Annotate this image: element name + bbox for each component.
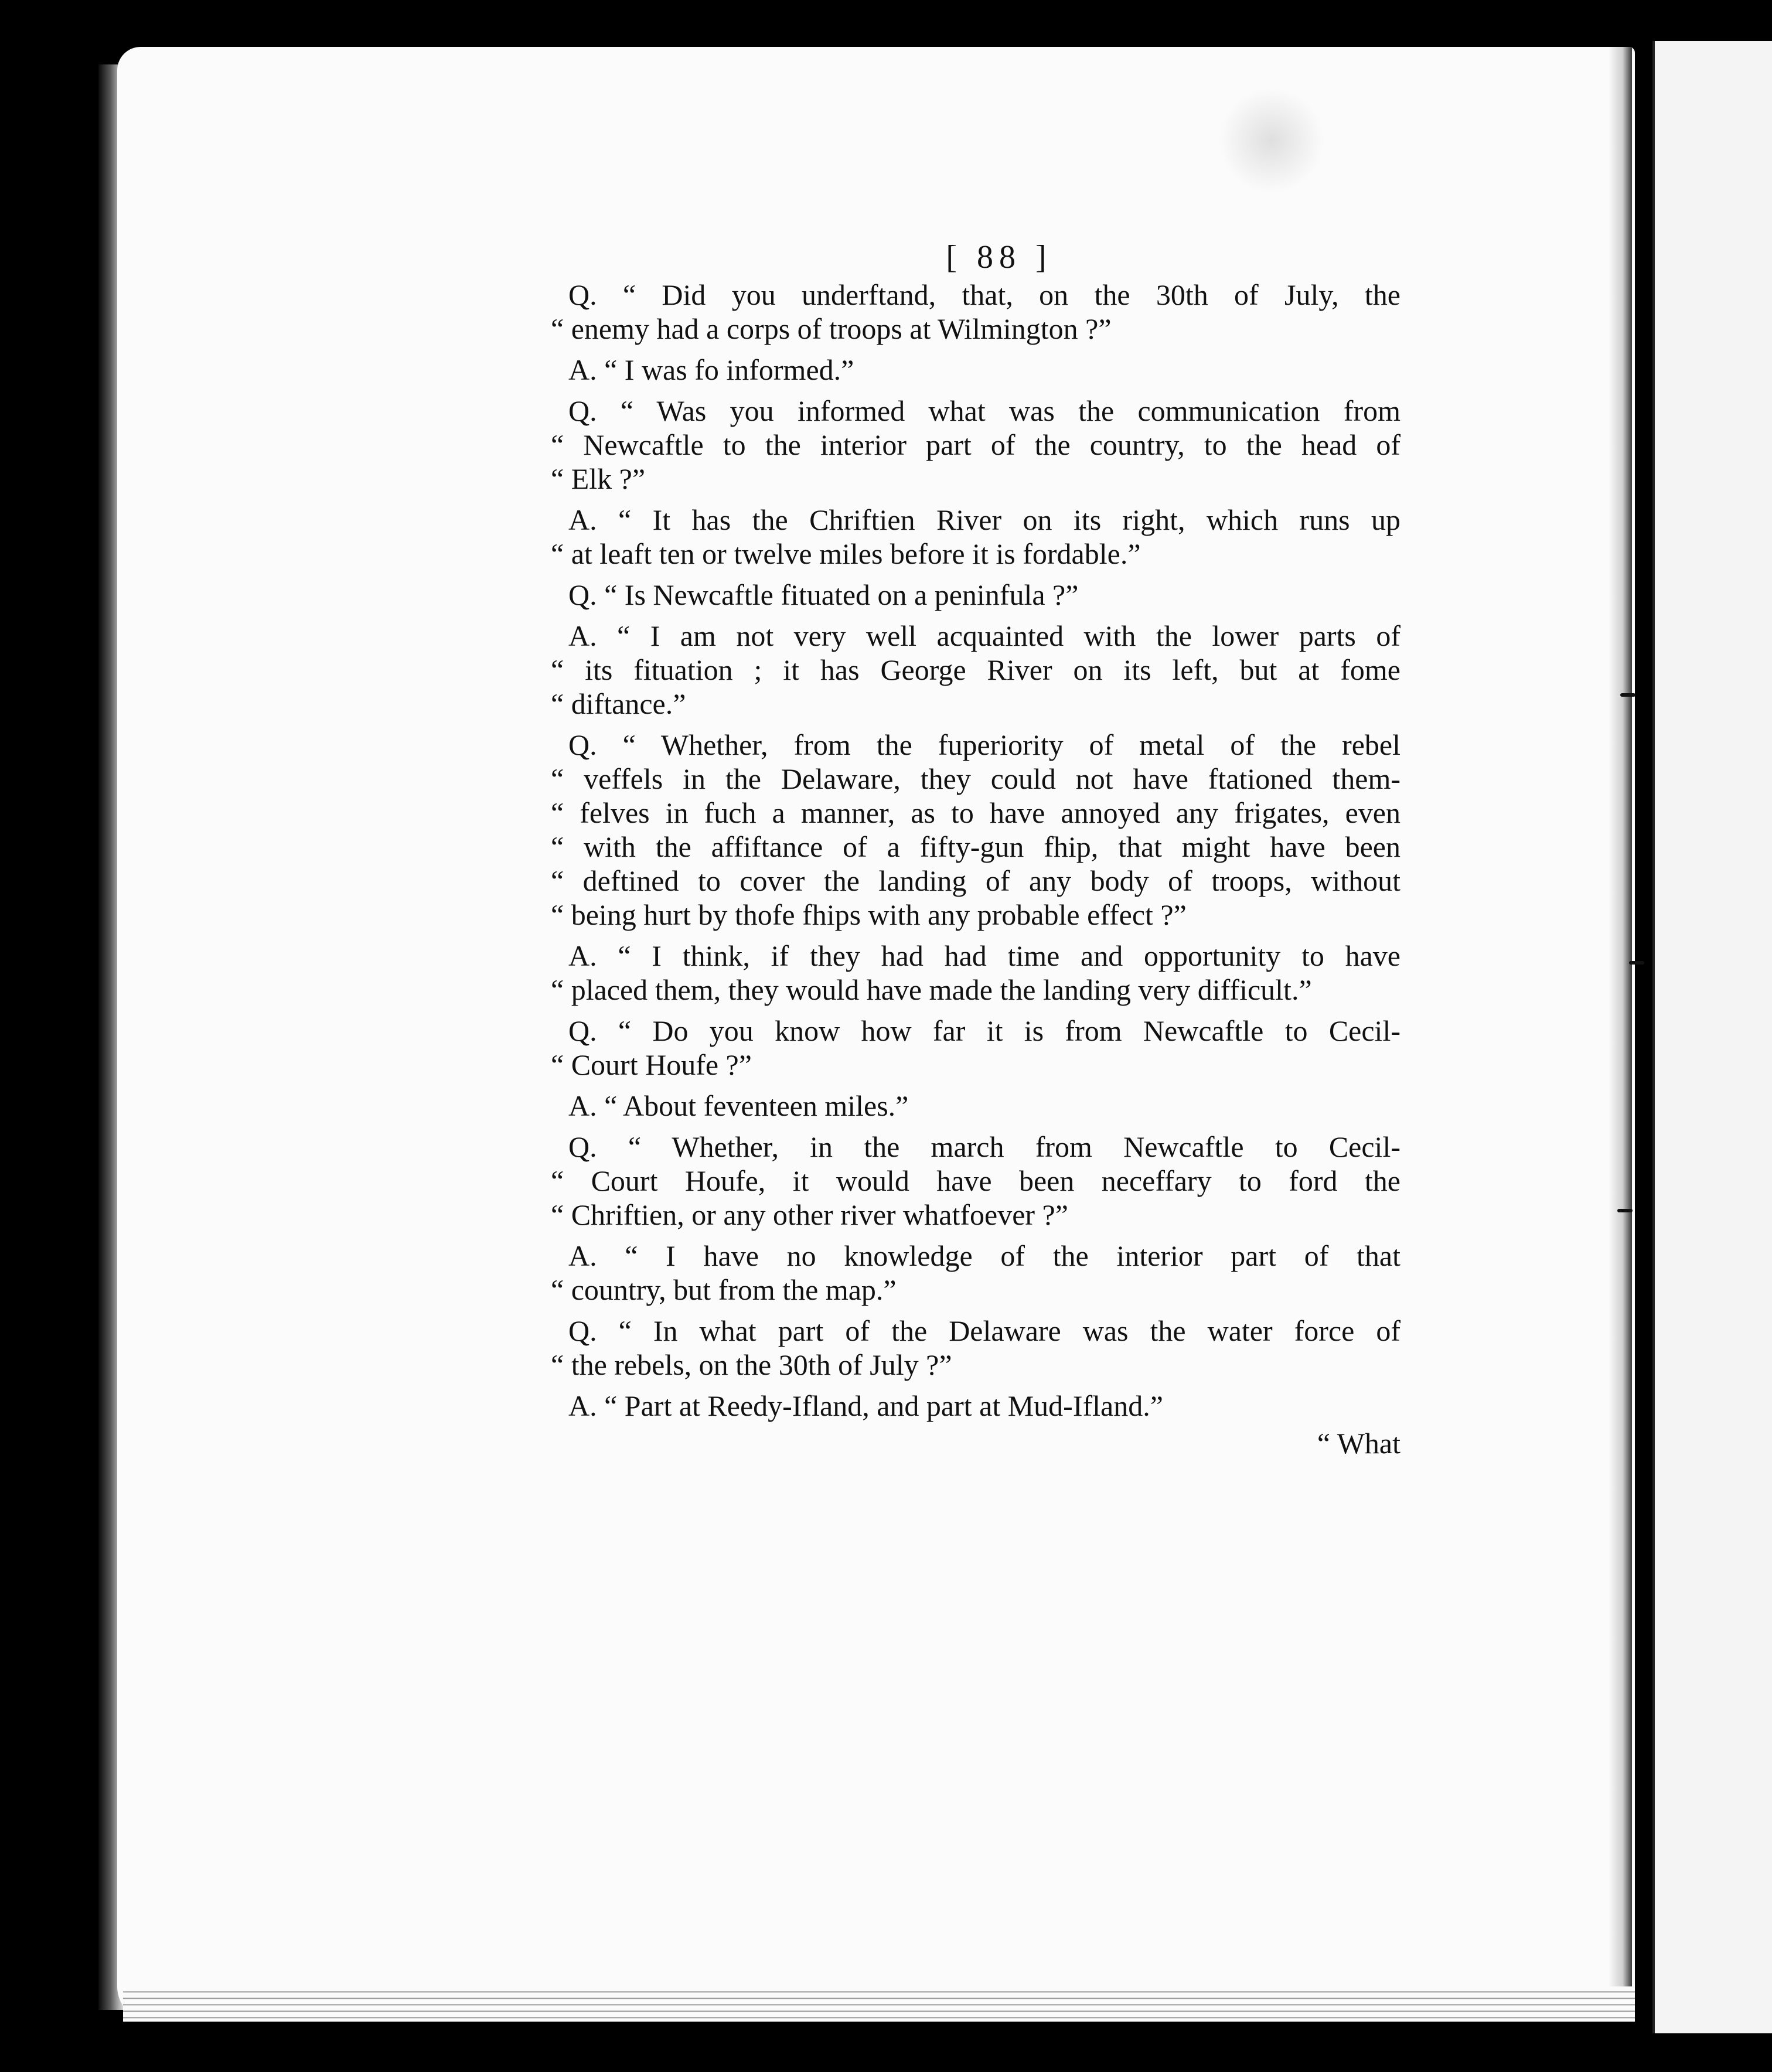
qa-entry <box>551 503 1400 571</box>
qa-entry <box>551 1014 1400 1082</box>
text-line: A. “ About feventeen miles.” <box>568 1089 909 1122</box>
qa-entry <box>551 1239 1400 1307</box>
text-line: “ Newcaftle to the interior part of the country, to the head of <box>551 428 1400 461</box>
qa-entry <box>551 353 1400 387</box>
text-line: Q. “ In what part of the Delaware was the water force of <box>568 1314 1400 1347</box>
qa-entry <box>551 578 1400 612</box>
text-line: A. “ Part at Reedy-Ifland, and part at Mud-Ifland.” <box>568 1389 1163 1422</box>
qa-entries <box>551 278 1400 1423</box>
text-line: “ placed them, they would have made the landing very difficult.” <box>551 973 1312 1006</box>
text-line: Q. “ Whether, from the fuperiority of metal of the rebel <box>568 728 1400 761</box>
text-line: “ with the affiftance of a fifty-gun fhip, that might have been <box>551 830 1400 863</box>
text-line: “ felves in fuch a manner, as to have annoyed any frigates, even <box>551 796 1400 829</box>
text-line: A. “ I think, if they had had time and opportunity to have <box>568 939 1400 972</box>
text-line: Q. “ Whether, in the march from Newcaftle to Cecil- <box>568 1130 1400 1163</box>
text-line: “ country, but from the map.” <box>551 1273 897 1306</box>
qa-entry <box>551 394 1400 496</box>
qa-entry <box>551 278 1400 346</box>
qa-entry <box>551 1089 1400 1123</box>
qa-entry <box>551 728 1400 932</box>
text-line: Q. “ Was you informed what was the communication from <box>568 394 1400 427</box>
qa-entry <box>551 1389 1400 1423</box>
qa-entry <box>551 1314 1400 1382</box>
page-text <box>551 240 1400 1460</box>
margin-mark <box>1629 961 1644 965</box>
text-line: “ Elk ?” <box>551 462 646 495</box>
qa-entry <box>551 619 1400 721</box>
facing-page-edge <box>1652 41 1772 2033</box>
page-number: [ 88 ] <box>946 239 1052 275</box>
qa-entry <box>551 1130 1400 1232</box>
text-line: Q. “ Is Newcaftle fituated on a peninfula ?” <box>568 578 1079 611</box>
margin-mark <box>1620 693 1635 697</box>
text-line: Q. “ Do you know how far it is from Newcaftle to Cecil- <box>568 1014 1400 1047</box>
margin-mark <box>1617 1209 1633 1212</box>
text-line: A. “ It has the Chriftien River on its right, which runs up <box>568 503 1400 536</box>
text-line: “ at leaft ten or twelve miles before it is fordable.” <box>551 537 1141 570</box>
page-edge-bottom <box>123 1986 1635 2022</box>
paper-smudge <box>1219 88 1324 193</box>
page-edge-right <box>1609 47 1632 2022</box>
text-line: “ deftined to cover the landing of any body of troops, without <box>551 864 1400 897</box>
text-line: “ Court Houfe, it would have been neceffary to ford the <box>551 1164 1400 1197</box>
text-line: “ its fituation ; it has George River on its left, but at fome <box>551 653 1400 686</box>
qa-entry <box>551 939 1400 1007</box>
text-line: A. “ I have no knowledge of the interior part of that <box>568 1239 1400 1272</box>
text-line: “ being hurt by thofe fhips with any probable effect ?” <box>551 898 1187 931</box>
text-line: “ enemy had a corps of troops at Wilmington ?” <box>551 312 1112 345</box>
text-line: “ veffels in the Delaware, they could not have ftationed them- <box>551 762 1400 795</box>
text-line: A. “ I was fo informed.” <box>568 353 854 386</box>
catchword: “ What <box>1317 1427 1400 1460</box>
text-line: A. “ I am not very well acquainted with the lower parts of <box>568 619 1400 652</box>
text-line: “ Chriftien, or any other river whatfoever ?” <box>551 1198 1068 1231</box>
text-line: “ the rebels, on the 30th of July ?” <box>551 1348 952 1381</box>
text-line: Q. “ Did you underftand, that, on the 30th of July, the <box>568 278 1400 311</box>
text-line: “ diftance.” <box>551 687 686 720</box>
text-line: “ Court Houfe ?” <box>551 1048 752 1081</box>
